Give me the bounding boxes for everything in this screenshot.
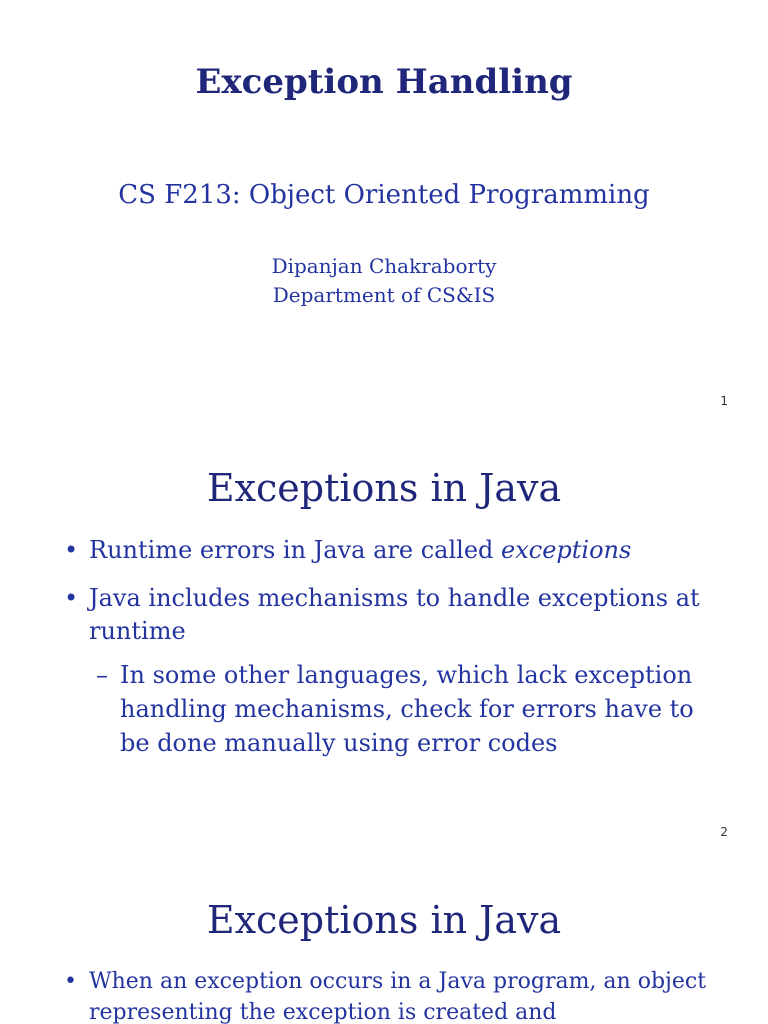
slide-title: Exceptions in Java [206, 466, 562, 510]
dash-icon: – [96, 661, 108, 689]
bullet-text: Java includes mechanisms to handle exceptions at runtime [89, 584, 700, 645]
course-subtitle: CS F213: Object Oriented Programming [118, 180, 650, 210]
bullet-text-prefix: Runtime errors in Java are called [89, 536, 502, 564]
bullet-icon: • [64, 969, 77, 994]
sub-bullet-item [96, 658, 716, 760]
slide-title: Exceptions in Java [206, 898, 562, 942]
bullet-icon: • [64, 536, 79, 564]
slide-2 [0, 432, 768, 864]
bullet-icon: • [64, 584, 79, 612]
author-department: Department of CS&IS [272, 283, 496, 307]
bullet-text [64, 534, 724, 567]
bullet-item [64, 966, 724, 1024]
bullet-item [64, 582, 724, 648]
author-block [0, 252, 768, 310]
slide-3 [0, 864, 768, 1024]
page-number: 1 [720, 394, 728, 408]
presentation-title: Exception Handling [195, 62, 573, 102]
bullet-text: When an exception occurs in a Java program, an object representing the exception is created and [89, 969, 707, 1024]
bullet-item [64, 534, 724, 567]
bullet-text-emphasis: exceptions [501, 536, 632, 564]
slide-1 [0, 0, 768, 432]
sub-bullet-text: In some other languages, which lack exception handling mechanisms, check for errors have to be done manually using error codes [120, 661, 694, 757]
page-number: 2 [720, 825, 728, 839]
author-name: Dipanjan Chakraborty [271, 254, 497, 278]
